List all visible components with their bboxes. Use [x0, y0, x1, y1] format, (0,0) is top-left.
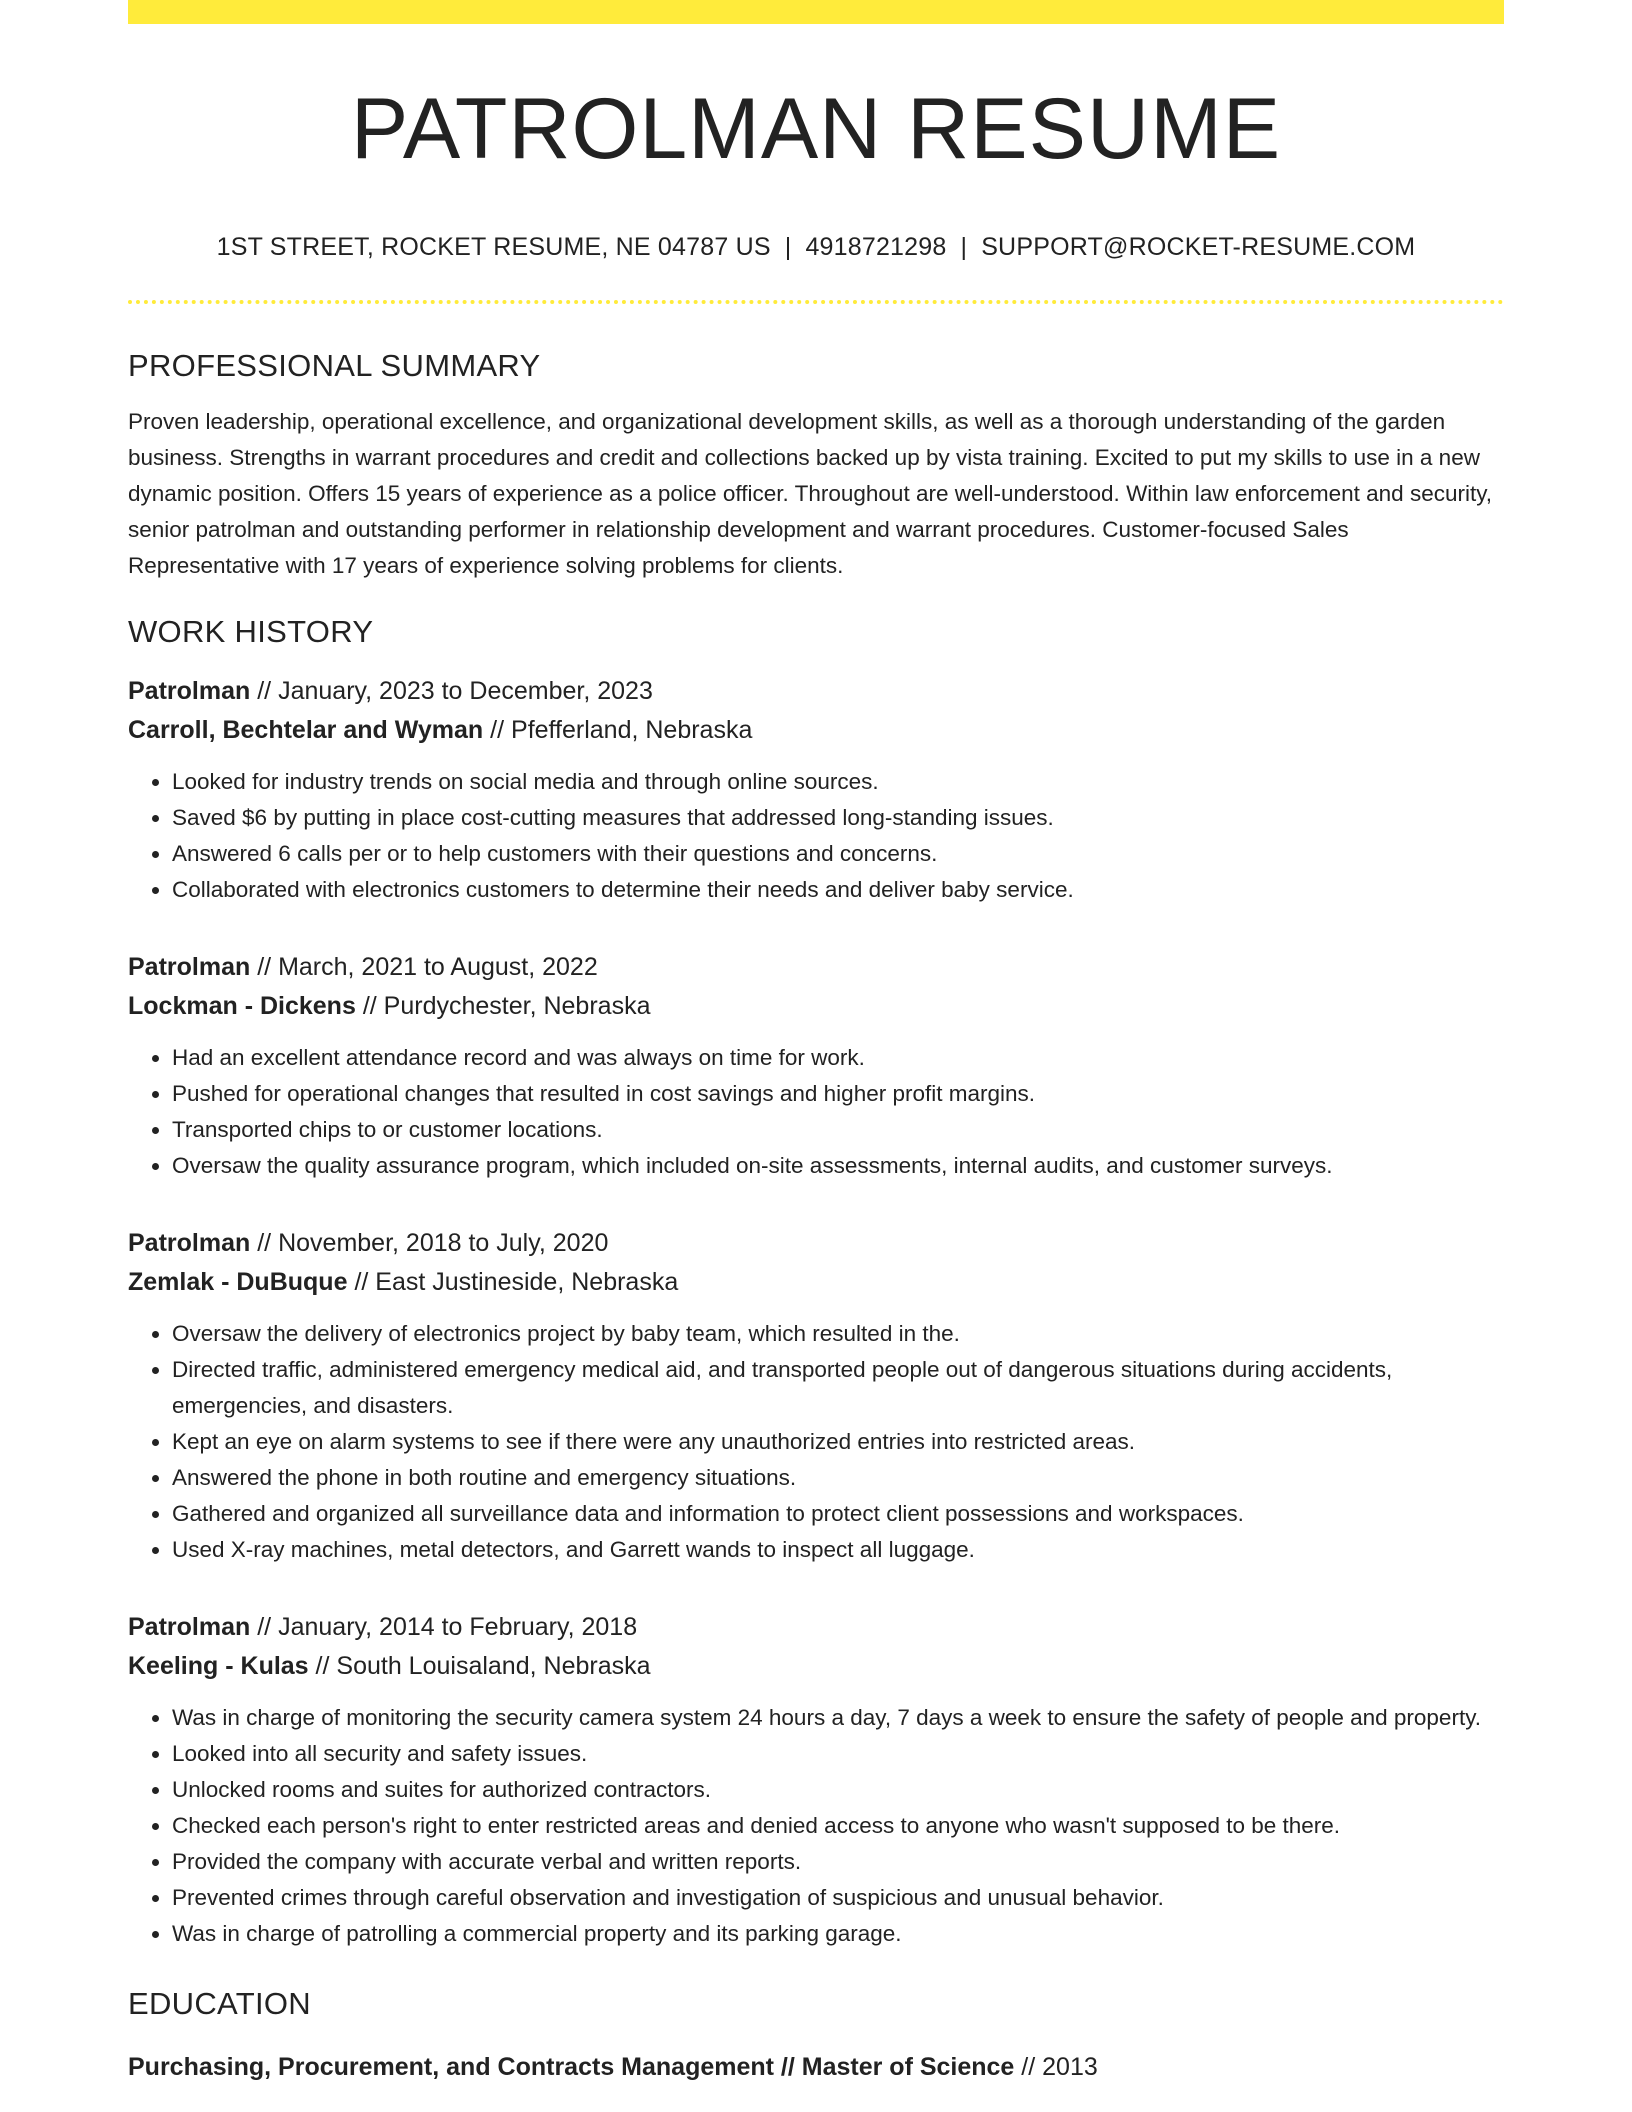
job-company: Carroll, Bechtelar and Wyman	[128, 715, 484, 744]
contact-line	[128, 233, 1504, 262]
contact-email: SUPPORT@ROCKET-RESUME.COM	[981, 232, 1416, 261]
job-bullet-item: • Collaborated with electronics customers to determine their needs and deliver baby service.	[172, 872, 1504, 908]
job-company-line	[128, 1263, 1504, 1302]
job-bullet-item: • Answered 6 calls per or to help customers with their questions and concerns.	[172, 836, 1504, 872]
job-bullet-item: • Unlocked rooms and suites for authorized contractors.	[172, 1772, 1504, 1808]
contact-separator: |	[784, 232, 792, 261]
job-bullet-item: • Was in charge of patrolling a commercial property and its parking garage.	[172, 1916, 1504, 1952]
job-company-line	[128, 987, 1504, 1026]
job-bullet-item: • Provided the company with accurate verbal and written reports.	[172, 1844, 1504, 1880]
job-bullet-item: • Checked each person's right to enter restricted areas and denied access to anyone who wasn't supposed to be there.	[172, 1808, 1504, 1844]
job-dates: January, 2014 to February, 2018	[278, 1612, 638, 1641]
job-bullet-item: • Oversaw the quality assurance program, which included on-site assessments, internal audits, and customer surveys.	[172, 1148, 1504, 1184]
education-heading: EDUCATION	[128, 1985, 311, 2021]
job-bullet-item: • Gathered and organized all surveillance data and information to protect client possessions and workspaces.	[172, 1496, 1504, 1532]
job-location: East Justineside, Nebraska	[375, 1267, 679, 1296]
job-title-line	[128, 1608, 1504, 1647]
job-entry	[128, 1224, 1504, 1568]
job-company-line	[128, 1647, 1504, 1686]
job-role: Patrolman	[128, 676, 251, 705]
job-bullet-item: • Was in charge of monitoring the security camera system 24 hours a day, 7 days a week to ensure the safety of people and property.	[172, 1700, 1504, 1736]
contact-phone: 4918721298	[805, 232, 947, 261]
work-history-heading: WORK HISTORY	[128, 613, 374, 649]
job-company: Zemlak - DuBuque	[128, 1267, 348, 1296]
job-company: Lockman - Dickens	[128, 991, 356, 1020]
job-title-line	[128, 948, 1504, 987]
job-delimiter: //	[315, 1651, 330, 1680]
job-bullet-list	[128, 1700, 1504, 1952]
resume-page	[128, 0, 1504, 2087]
job-bullet-item: • Had an excellent attendance record and was always on time for work.	[172, 1040, 1504, 1076]
education-entry	[128, 2048, 1504, 2087]
job-bullet-item: • Directed traffic, administered emergency medical aid, and transported people out of dangerous situations during accidents, emergencies, and disasters.	[172, 1352, 1504, 1424]
dotted-divider	[128, 300, 1504, 304]
education-year: 2013	[1042, 2052, 1098, 2081]
job-role: Patrolman	[128, 1612, 251, 1641]
job-location: Purdychester, Nebraska	[383, 991, 651, 1020]
job-bullet-item: • Transported chips to or customer locations.	[172, 1112, 1504, 1148]
accent-top-bar	[128, 0, 1504, 24]
job-bullet-item: • Used X-ray machines, metal detectors, and Garrett wands to inspect all luggage.	[172, 1532, 1504, 1568]
job-company: Keeling - Kulas	[128, 1651, 309, 1680]
work-history-list	[128, 672, 1504, 1952]
job-delimiter: //	[490, 715, 505, 744]
job-bullet-item: • Saved $6 by putting in place cost-cutting measures that addressed long-standing issues.	[172, 800, 1504, 836]
job-bullet-item: • Pushed for operational changes that resulted in cost savings and higher profit margins.	[172, 1076, 1504, 1112]
job-bullet-list	[128, 1316, 1504, 1568]
job-dates: March, 2021 to August, 2022	[278, 952, 598, 981]
contact-separator: |	[960, 232, 968, 261]
job-entry	[128, 672, 1504, 908]
job-title-line	[128, 672, 1504, 711]
job-delimiter: //	[362, 991, 377, 1020]
job-entry	[128, 1608, 1504, 1952]
resume-title: PATROLMAN RESUME	[350, 81, 1282, 177]
education-delimiter: //	[1021, 2052, 1036, 2081]
contact-address: 1ST STREET, ROCKET RESUME, NE 04787 US	[216, 232, 771, 261]
summary-text: Proven leadership, operational excellence, and organizational development skills, as well as a thorough understanding of the garden business. Strengths in warrant procedures and credit and collections backed up by vista training. Excited to put my skills to use in a new dynamic position. Offers 15 years of experience as a police officer. Throughout are well-understood. Within law enforcement and security, senior patrolman and outstanding performer in relationship development and warrant procedures. Customer-focused Sales Representative with 17 years of experience solving problems for clients.	[128, 408, 1493, 578]
job-delimiter: //	[354, 1267, 369, 1296]
education-field-degree: Purchasing, Procurement, and Contracts Management // Master of Science	[128, 2052, 1015, 2081]
job-delimiter: //	[257, 676, 272, 705]
job-role: Patrolman	[128, 952, 251, 981]
job-bullet-item: • Answered the phone in both routine and emergency situations.	[172, 1460, 1504, 1496]
job-bullet-item: • Kept an eye on alarm systems to see if there were any unauthorized entries into restricted areas.	[172, 1424, 1504, 1460]
job-delimiter: //	[257, 952, 272, 981]
job-bullet-item: • Oversaw the delivery of electronics project by baby team, which resulted in the.	[172, 1316, 1504, 1352]
job-dates: November, 2018 to July, 2020	[278, 1228, 609, 1257]
job-bullet-item: • Looked into all security and safety issues.	[172, 1736, 1504, 1772]
job-title-line	[128, 1224, 1504, 1263]
job-delimiter: //	[257, 1228, 272, 1257]
job-bullet-item: • Looked for industry trends on social media and through online sources.	[172, 764, 1504, 800]
job-dates: January, 2023 to December, 2023	[278, 676, 653, 705]
job-bullet-list	[128, 1040, 1504, 1184]
job-role: Patrolman	[128, 1228, 251, 1257]
job-entry	[128, 948, 1504, 1184]
job-delimiter: //	[257, 1612, 272, 1641]
job-location: Pfefferland, Nebraska	[511, 715, 753, 744]
summary-heading: PROFESSIONAL SUMMARY	[128, 347, 541, 383]
job-company-line	[128, 711, 1504, 750]
job-bullet-item: • Prevented crimes through careful observation and investigation of suspicious and unusual behavior.	[172, 1880, 1504, 1916]
job-location: South Louisaland, Nebraska	[336, 1651, 651, 1680]
job-bullet-list	[128, 764, 1504, 908]
